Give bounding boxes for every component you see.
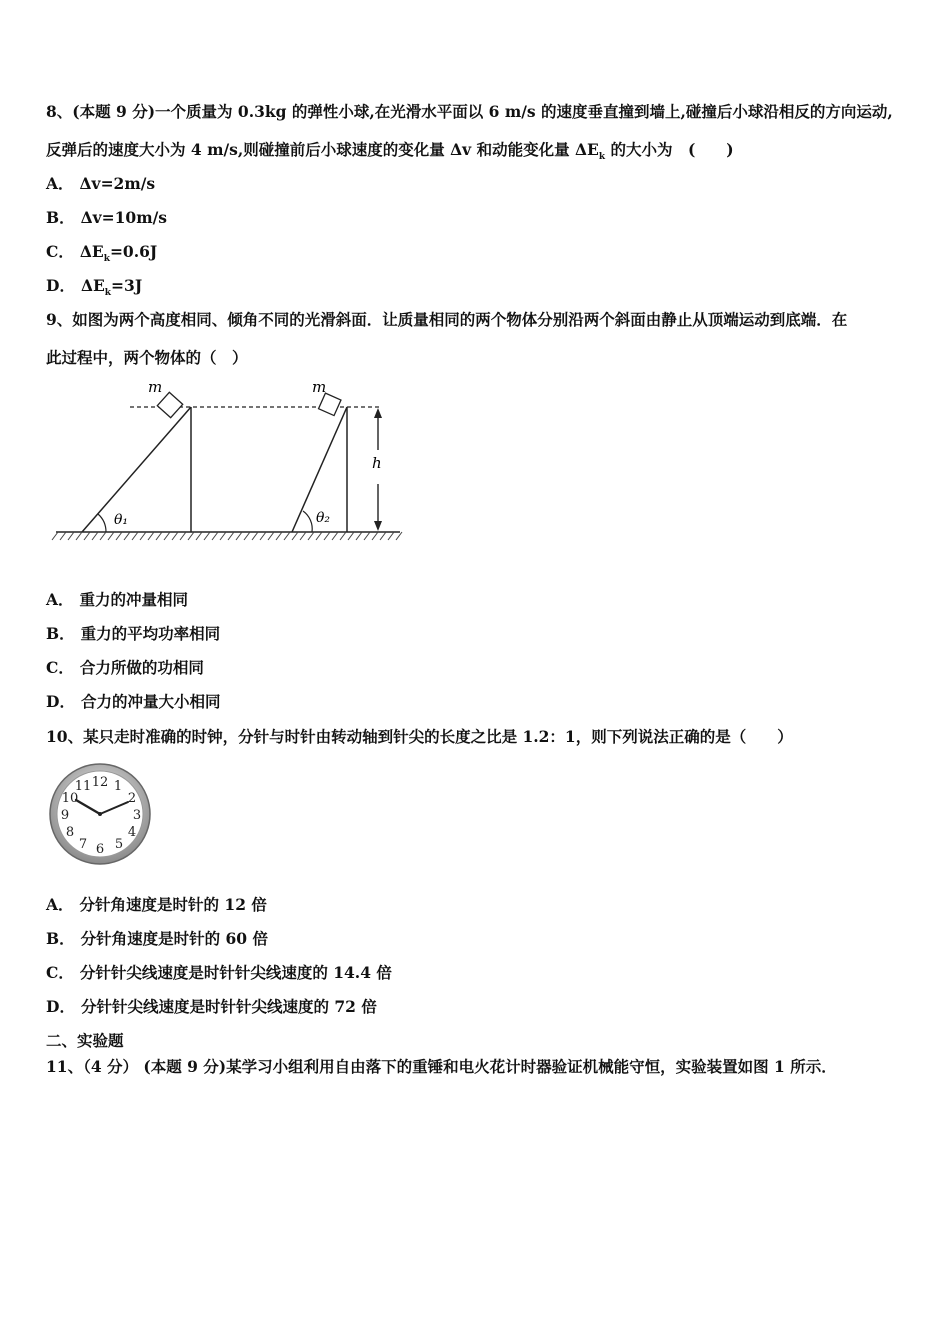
- ground-hatching: [52, 532, 402, 540]
- option-text-sub: k: [104, 288, 112, 299]
- clock-number-9: 9: [60, 808, 70, 823]
- option-text: 分针角速度是时针的 12 倍: [79, 895, 267, 914]
- option-text: 合力的冲量大小相同: [80, 692, 221, 711]
- option-text: 重力的平均功率相同: [80, 624, 221, 643]
- angle-arc-2: [303, 511, 312, 532]
- height-arrowhead-up: [374, 408, 382, 418]
- option-text: 分针角速度是时针的 60 倍: [80, 929, 268, 948]
- clock-number-11: 11: [74, 779, 92, 794]
- q9-option-b[interactable]: [46, 624, 220, 644]
- option-letter: C．: [46, 658, 74, 677]
- option-text: 分针针尖线速度是时针针尖线速度的 14.4 倍: [79, 963, 392, 982]
- q10-option-d[interactable]: [46, 997, 377, 1017]
- height-arrowhead-down: [374, 521, 382, 531]
- q8-option-d[interactable]: [46, 276, 142, 303]
- option-letter: D．: [46, 276, 75, 295]
- option-letter: C．: [46, 242, 74, 261]
- option-text: Δv=2m/s: [79, 174, 156, 193]
- option-text: 合力所做的功相同: [79, 658, 204, 677]
- incline-1-slope: [82, 407, 191, 532]
- clock-number-6: 6: [95, 842, 105, 857]
- option-text-post: =0.6J: [109, 242, 158, 261]
- q11-line1: 11、（4 分） (本题 9 分)某学习小组利用自由落下的重锤和电火花计时器验证机械能守恒，实验装置如图 1 所示．: [46, 1057, 837, 1076]
- q8-line2: [46, 140, 734, 167]
- option-text-pre: ΔE: [79, 242, 104, 261]
- clock-number-3: 3: [132, 808, 142, 823]
- q9-line1: 9、如图为两个高度相同、倾角不同的光滑斜面．让质量相同的两个物体分别沿两个斜面由静止从顶端运动到底端．在: [46, 310, 848, 329]
- clock-number-7: 7: [78, 837, 88, 852]
- option-text-post: =3J: [111, 276, 143, 295]
- q8-option-c[interactable]: [46, 242, 157, 269]
- angle-label-1: θ₁: [114, 512, 129, 528]
- clock-number-1: 1: [113, 779, 123, 794]
- q10-line1: 10、某只走时准确的时钟，分针与时针由转动轴到针尖的长度之比是 1.2：1，则下列说法正确的是（ ）: [46, 727, 793, 746]
- q9-option-a[interactable]: [46, 590, 188, 610]
- q8-line2-post: 的大小为 ( ): [605, 140, 734, 159]
- option-text-pre: ΔE: [80, 276, 105, 295]
- option-letter: B．: [46, 624, 75, 643]
- q8-line2-pre: 反弹后的速度大小为 4 m/s,则碰撞前后小球速度的变化量 Δv 和动能变化量 ΔE: [46, 140, 599, 159]
- option-text: 分针针尖线速度是时针针尖线速度的 72 倍: [80, 997, 377, 1016]
- mass-label-1: m: [148, 378, 163, 396]
- q8-line2-sub: k: [598, 152, 606, 163]
- q10-option-b[interactable]: [46, 929, 268, 949]
- clock-number-4: 4: [127, 825, 137, 840]
- height-label: h: [372, 454, 382, 472]
- q10-option-c[interactable]: [46, 963, 392, 983]
- option-text-sub: k: [103, 254, 110, 265]
- option-text: Δv=10m/s: [80, 208, 167, 227]
- option-letter: A．: [46, 174, 74, 193]
- angle-label-2: θ₂: [316, 510, 331, 526]
- option-letter: B．: [46, 929, 75, 948]
- clock-center: [98, 812, 102, 816]
- clock-number-12: 12: [91, 775, 109, 790]
- section-heading: 二、实验题: [46, 1031, 124, 1050]
- mass-label-2: m: [312, 378, 327, 396]
- q8-option-a[interactable]: [46, 174, 155, 194]
- q8-option-b[interactable]: [46, 208, 167, 228]
- q9-line2: 此过程中，两个物体的（ ）: [46, 348, 248, 367]
- option-letter: D．: [46, 692, 75, 711]
- clock-number-2: 2: [127, 791, 137, 806]
- block-1: [157, 392, 182, 417]
- option-letter: A．: [46, 895, 74, 914]
- option-text: 重力的冲量相同: [79, 590, 189, 609]
- option-letter: D．: [46, 997, 75, 1016]
- clock-number-5: 5: [114, 837, 124, 852]
- clock-number-10: 10: [61, 791, 79, 806]
- option-letter: C．: [46, 963, 74, 982]
- q9-option-d[interactable]: [46, 692, 220, 712]
- option-letter: A．: [46, 590, 74, 609]
- option-letter: B．: [46, 208, 75, 227]
- q10-option-a[interactable]: [46, 895, 267, 915]
- angle-arc-1: [98, 514, 106, 532]
- block-2: [319, 393, 341, 415]
- q8-line1: 8、(本题 9 分)一个质量为 0.3kg 的弹性小球,在光滑水平面以 6 m/s 的速度垂直撞到墙上,碰撞后小球沿相反的方向运动,: [46, 102, 893, 121]
- inclined-planes-figure: [50, 372, 410, 556]
- q9-option-c[interactable]: [46, 658, 204, 678]
- clock-figure: [46, 762, 156, 872]
- clock-number-8: 8: [65, 825, 75, 840]
